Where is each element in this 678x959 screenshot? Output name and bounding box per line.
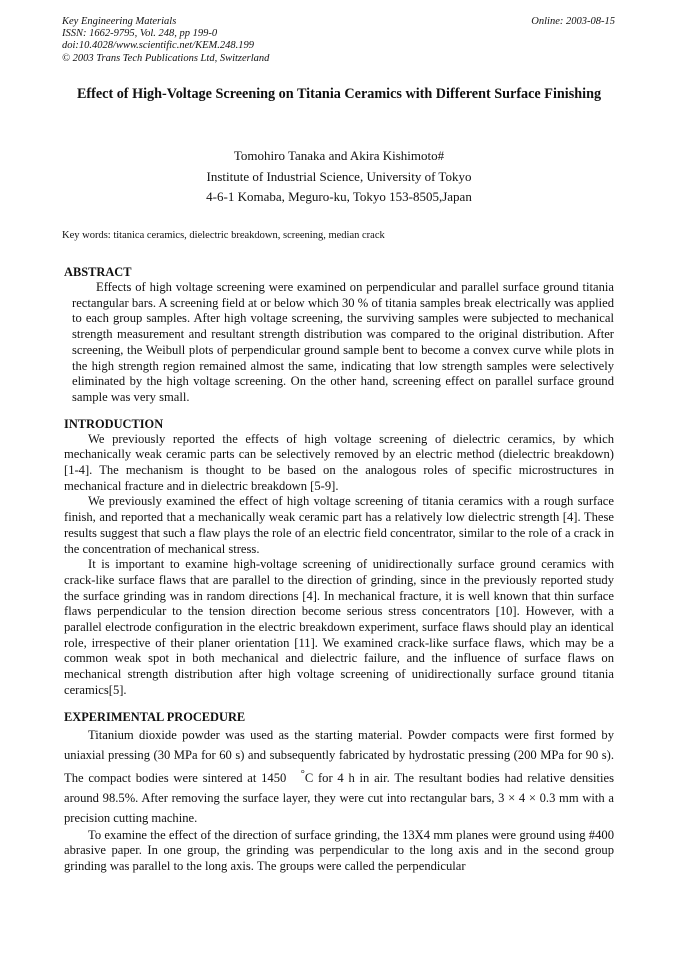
keywords: Key words: titanica ceramics, dielectric breakdown, screening, median crack [62, 230, 385, 241]
paper-body [64, 264, 614, 875]
doi-line[interactable]: doi:10.4028/www.scientific.net/KEM.248.199 [62, 40, 254, 52]
intro-paragraph-2: We previously examined the effect of high voltage screening of titania ceramics with a rough surface finish, and reported that a mechanically weak ceramic part has a relatively low dielectric strength [4]. These results suggest that such a flaw plays the role of an electric field concentrator, similar to the role of a crack in the concentration of mechanical stress. [64, 494, 614, 556]
paper-title: Effect of High-Voltage Screening on Titania Ceramics with Different Surface Finishing [76, 86, 602, 102]
copyright-line: © 2003 Trans Tech Publications Ltd, Switzerland [62, 52, 270, 64]
intro-paragraph-1: We previously reported the effects of high voltage screening of dielectric ceramics, by which mechanically weak ceramic parts can be selectively removed by an electric method (dielectric breakdown) [1-4]. The mechanism is thought to be based on the analogous roles of specific microstructures in mechanical fracture and in dielectric breakdown [5-9]. [64, 431, 614, 493]
experimental-heading: EXPERIMENTAL PROCEDURE [64, 709, 246, 724]
experimental-text-a: Titanium dioxide powder was used as the starting material. Powder compacts were first formed by uniaxial pressing (30 MPa for 60 s) and subsequently fabricated by hydrostatic pressing (200 MPa for 90 s). The compact bodies were sintered at 1450 [64, 727, 614, 785]
online-date: Online: 2003-08-15 [531, 16, 615, 27]
degree-symbol: ° [300, 768, 305, 780]
introduction-heading: INTRODUCTION [64, 416, 164, 431]
journal-header [62, 16, 269, 65]
journal-name: Key Engineering Materials [62, 16, 177, 27]
experimental-text-b: C for 4 h in air. The resultant bodies had relative densities around 98.5%. After removing the surface layer, they were cut into rectangular bars, 3 × 4 × 0.3 mm with a precision cutting machine. [64, 770, 615, 825]
intro-paragraph-3: It is important to examine high-voltage screening of unidirectionally surface ground ceramics with crack-like surface flaws that are parallel to the direction of grinding, since in the previously reported study the surface grinding was in random directions [4]. In mechanical fracture, it is well known that thin surface flaws perpendicular to the tension direction become serious stress concentrators [10]. However, with a parallel electrode configuration in the electric breakdown experiment, surface flaws should play an identical role, irrespective of their planer orientation [11]. We examined crack-like surface flaws, which may be a common weak spot in both mechanical and dielectric failure, and the influence of surface flaws on mechanical strength distribution after high voltage screening of unidirectionally surface ground titania ceramics[5]. [64, 557, 614, 697]
experimental-paragraph-1 [64, 725, 614, 828]
author-block [60, 146, 618, 208]
abstract-text: Effects of high voltage screening were examined on perpendicular and parallel surface ground titania rectangular bars. A screening field at or below which 30 % of titania samples break electrically was applied to each group samples. After high voltage screening, the surviving samples were subjected to mechanical strength measurement and resultant strength distribution was compared to the original distribution. After screening, the Weibull plots of perpendicular ground sample bent to become a convex curve while plots in the high strength region remained almost the same, indicating that low strength samples were selectively eliminated by the high voltage screening. On the other hand, screening effect on parallel surface ground sample was very small. [72, 280, 614, 404]
address: 4-6-1 Komaba, Meguro-ku, Tokyo 153-8505,Japan [206, 189, 472, 204]
experimental-paragraph-2: To examine the effect of the direction of surface grinding, the 13X4 mm planes were ground using #400 abrasive paper. In one group, the grinding was perpendicular to the long axis and in the second group grinding was parallel to the long axis. The groups were called the perpendicular [64, 827, 614, 874]
issn-line: ISSN: 1662-9795, Vol. 248, pp 199-0 [62, 28, 218, 40]
abstract-heading: ABSTRACT [64, 265, 132, 279]
affiliation: Institute of Industrial Science, University of Tokyo [206, 168, 472, 184]
author-names: Tomohiro Tanaka and Akira Kishimoto# [233, 148, 445, 163]
